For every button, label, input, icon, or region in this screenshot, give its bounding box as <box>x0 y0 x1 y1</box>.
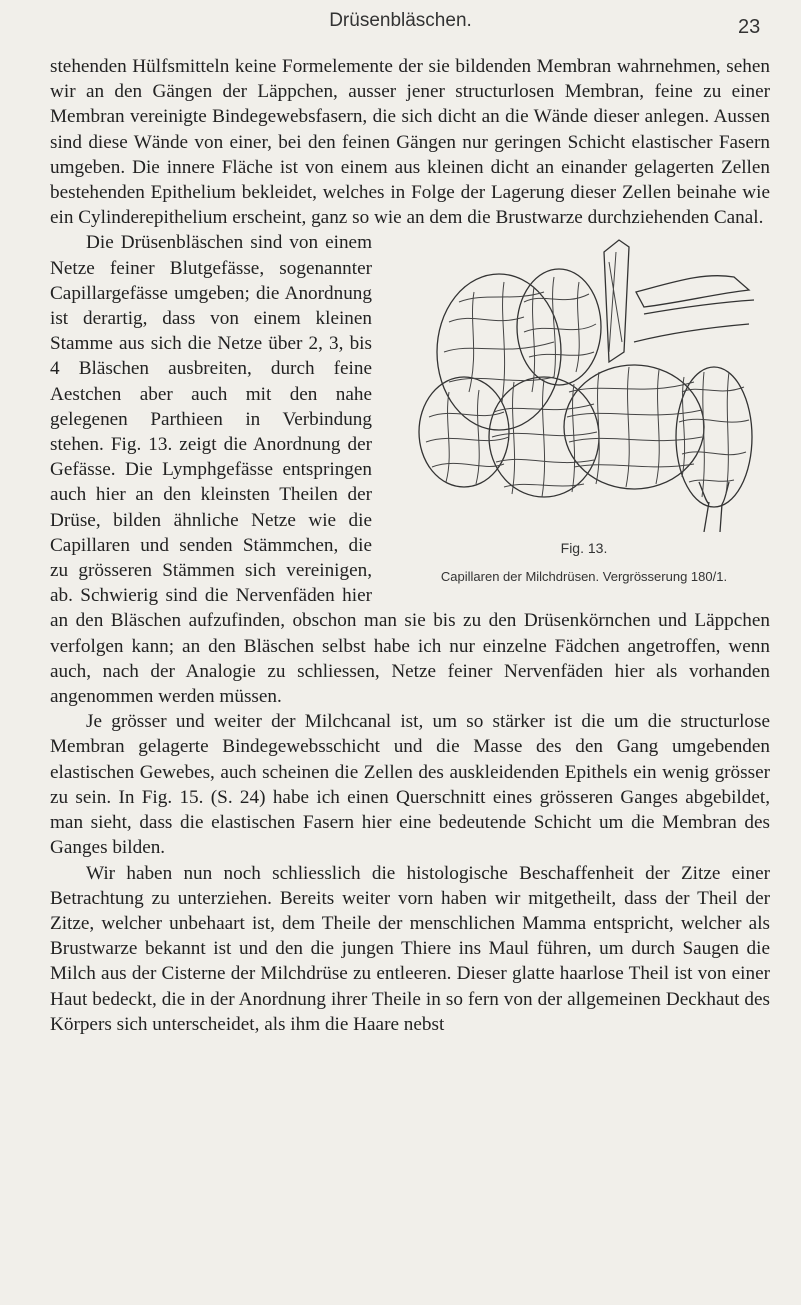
page-number: 23 <box>738 16 761 38</box>
paragraph-4: Wir haben nun noch schliesslich die histologische Beschaffenheit der Zitze einer Betrachtung zu unterziehen. Bereits weiter vorn haben wir mitgetheilt, dass der Theil der Zitze, welcher unbehaart ist, dem Theile der menschlichen Mamma entspricht, welcher als Brustwarze bekannt ist und den die jungen Thiere ins Maul führen, um durch Saugen die Milch aus der Cisterne der Milchdrüse zu entleeren. Dieser glatte haarlose Theil ist von einer Haut bedeckt, die in der Anordnung ihrer Theile in so fern von der allgemeinen Deckhaut des Körpers sich unterscheidet, als ihm die Haare nebst <box>50 862 770 1035</box>
body-text <box>50 54 770 1037</box>
capillary-network-illustration <box>404 232 764 532</box>
paragraph-3: Je grösser und weiter der Milchcanal ist, um so stärker ist die um die structurlose Membran gelagerte Bindegewebsschicht und die Masse des den Gang umgebenden elastischen Gewebes, auch scheinen die Zellen des auskleidenden Epithels ein wenig grösser zu sein. In Fig. 15. (S. 24) habe ich einen Querschnitt eines grösseren Ganges abgebildet, man sieht, dass die elastischen Fasern hier eine bedeutende Schicht um die Membran des Ganges bilden. <box>50 711 770 859</box>
figure-caption: Capillaren der Milchdrüsen. Vergrösserung 180/1. <box>440 568 728 584</box>
figure-13 <box>386 232 782 590</box>
figure-label: Fig. 13. <box>560 540 608 557</box>
paragraph-2: Die Drüsenbläschen sind von einem Netze feiner Blutgefässe, sogenannter Capillargefässe umgeben; die Anordnung ist derartig, dass von einem kleinen Stamme aus sich die Netze über 2, 3, bis 4 Bläschen ausbreiten, durch feine Aestchen aber auch mit den nahe gelegenen Parthieen in Verbindung stehen. Fig. 13. zeigt die Anordnung der Gefässe. Die Lymphgefässe entspringen auch hier an den kleinsten Theilen der Drüse, bilden ähnliche Netze wie die Capillaren und senden Stämmchen, die zu grösseren Stämmen sich vereinigen, ab. Schwierig sind die Nervenfäden hier an den Bläschen aufzufinden, obschon man sie bis zu den Drüsenkörnchen und Läppchen verfolgen kann; an den Bläschen selbst habe ich nur einzelne Fädchen angetroffen, wenn auch, nach der Analogie zu schliessen, Netze feiner Nervenfäden hier als vorhanden angenommen werden müssen. <box>50 232 770 708</box>
running-title: Drüsenbläschen. <box>329 10 472 31</box>
paragraph-1: stehenden Hülfsmitteln keine Formelemente der sie bildenden Membran wahrnehmen, sehen wir an den Gängen der Läppchen, ausser jener structurlosen Membran, feine zu einer Membran vereinigte Bindegewebsfasern, die sich dicht an die Wände dieser anlegen. Aussen sind diese Wände von einer, bei den feinen Gängen nur geringen Schicht elastischer Fasern umgeben. Die innere Fläche ist von einem aus kleinen dicht an einander gelagerten Zellen bestehenden Epithelium bekleidet, welches in Folge der Lagerung dieser Zellen beinahe wie ein Cylinderepithelium erscheint, ganz so wie an dem die Brustwarze durchziehenden Canal. <box>50 56 770 229</box>
